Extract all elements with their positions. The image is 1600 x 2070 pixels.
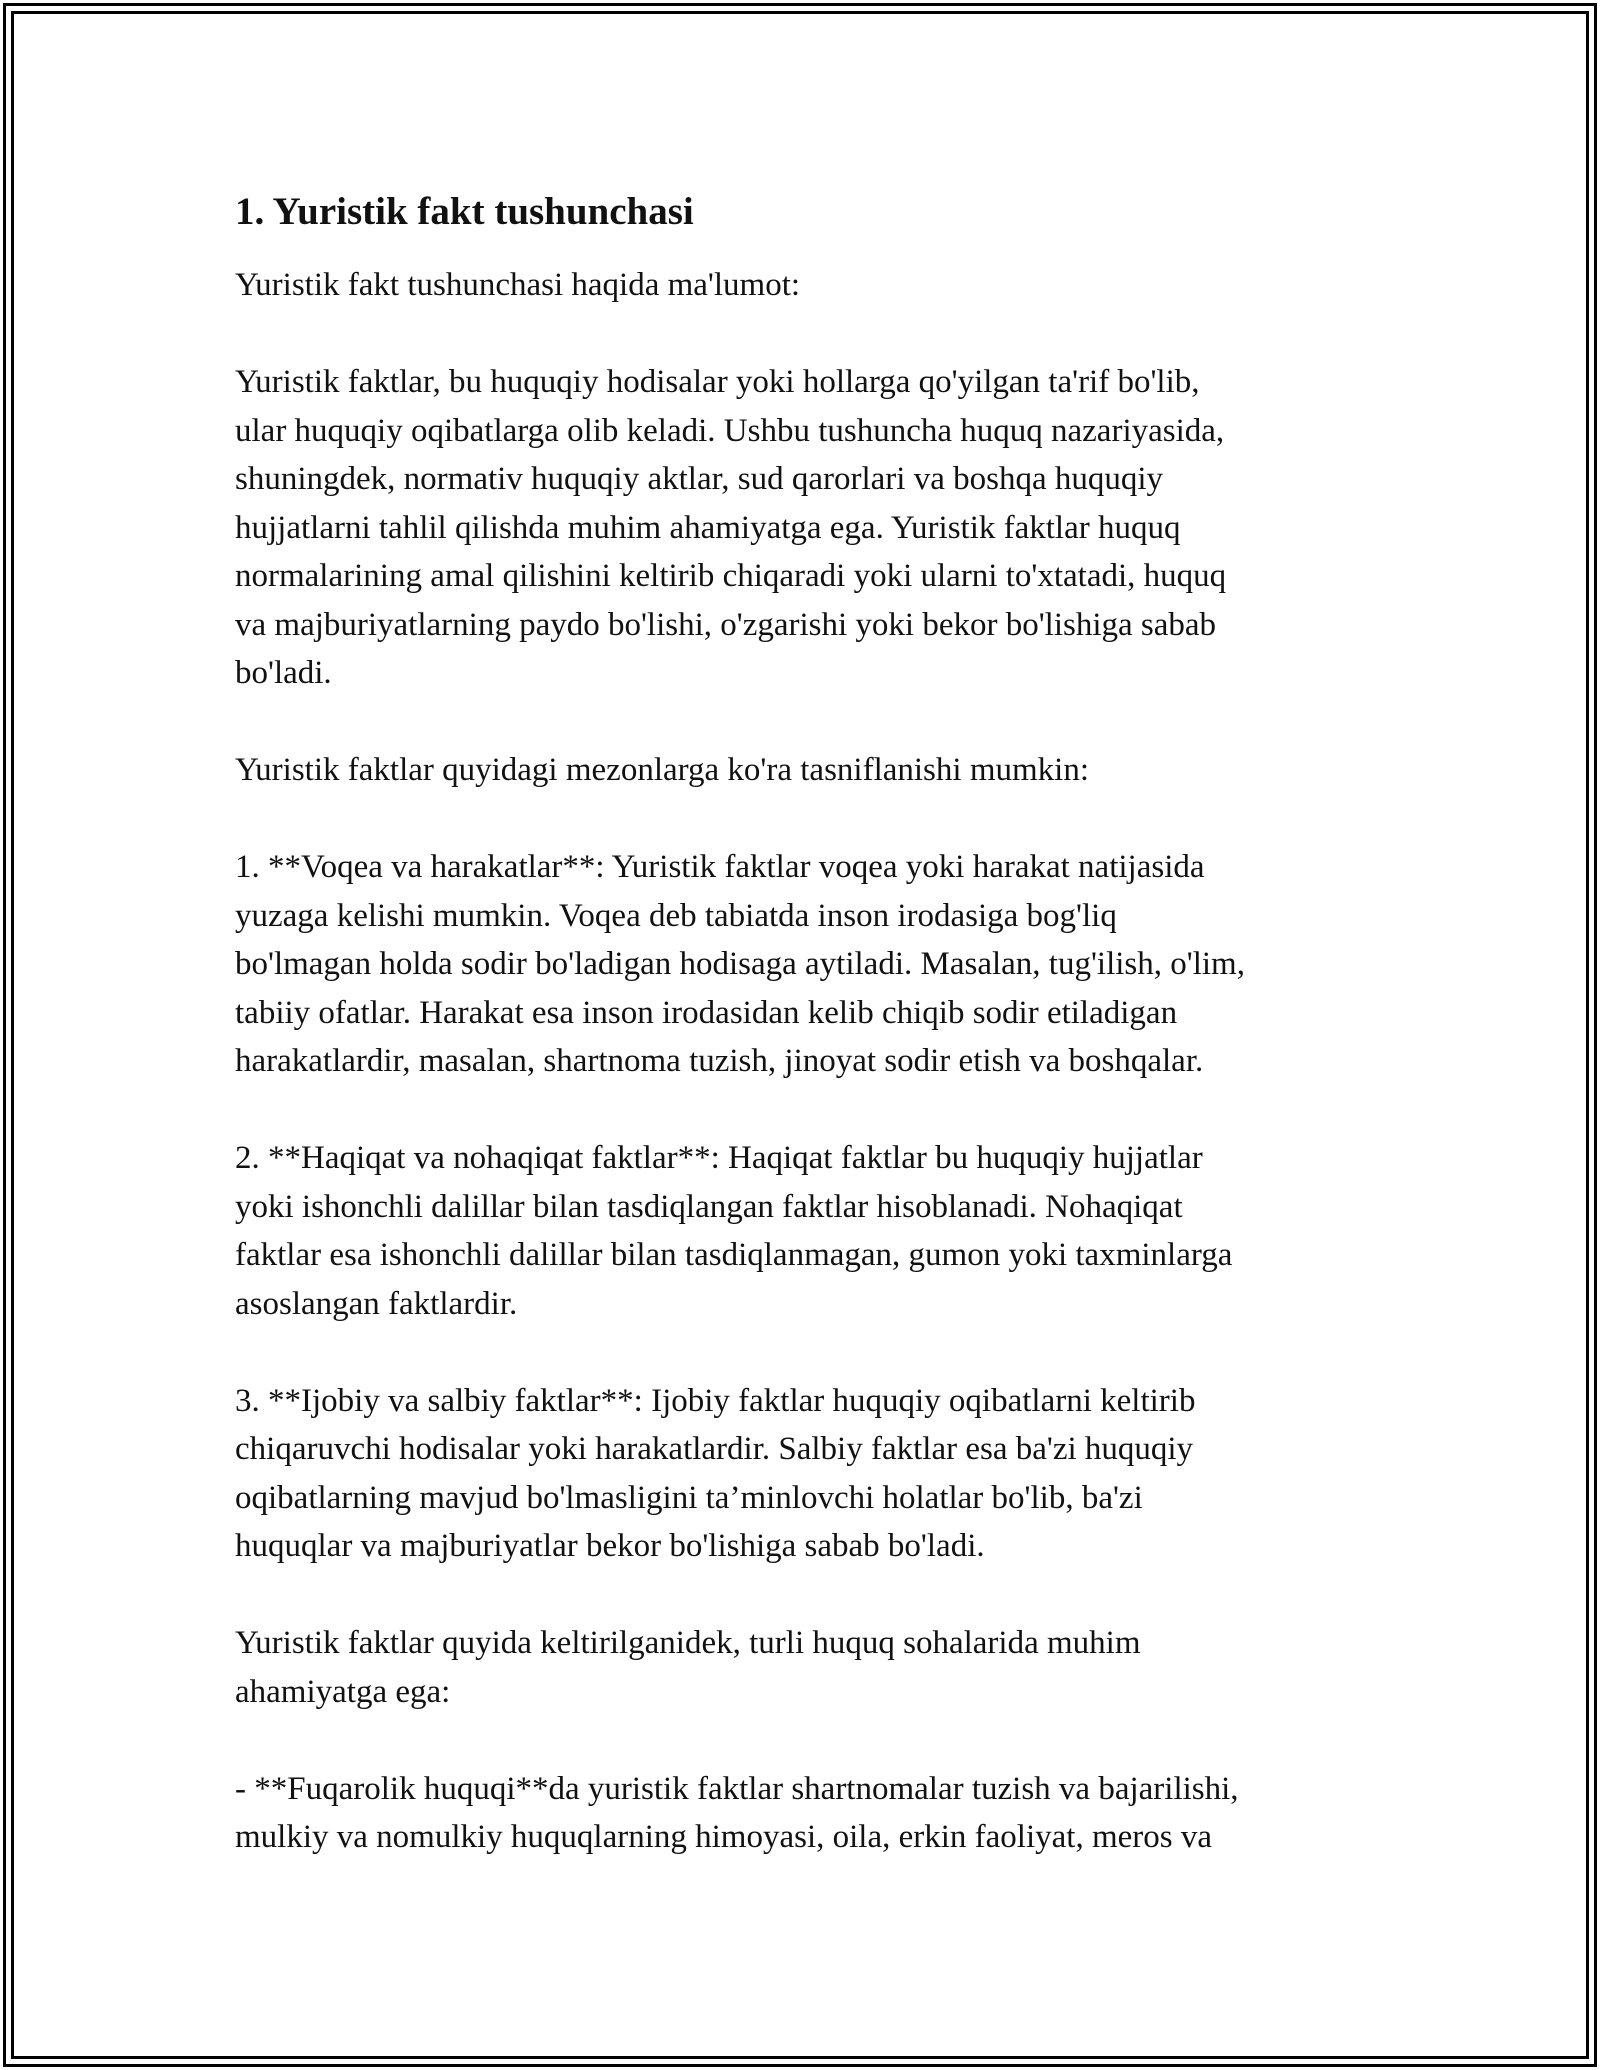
document-body	[235, 185, 1385, 1862]
document-title: 1. Yuristik fakt tushunchasi	[235, 190, 694, 233]
definition-paragraph: Yuristik faktlar, bu huquqiy hodisalar yoki hollarga qo'yilgan ta'rif bo'lib, ular huquqiy oqibatlarga olib keladi. Ushbu tushuncha huquq nazariyasida, shuningdek, normativ huquqiy aktlar, sud qarorlari va boshqa huquqiy hujjatlarni tahlil qilishda muhim ahamiyatga ega. Yuristik faktlar huquq normalarining amal qilishini keltirib chiqaradi yoki ularni to'xtatadi, huquq va majburiyatlarning paydo bo'lishi, o'zgarishi yoki bekor bo'lishiga sabab bo'ladi.	[235, 364, 1227, 691]
list-item-ijobiy: 3. **Ijobiy va salbiy faktlar**: Ijobiy faktlar huquqiy oqibatlarni keltirib chiqaruvchi hodisalar yoki harakatlardir. Salbiy faktlar esa ba'zi huquqiy oqibatlarning mavjud bo'lmasligini ta’minlovchi holatlar bo'lib, ba'zi huquqlar va majburiyatlar bekor bo'lishiga sabab bo'ladi.	[235, 1382, 1196, 1564]
importance-intro-paragraph: Yuristik faktlar quyida keltirilganidek, turli huquq sohalarida muhim ahamiyatga ega:	[235, 1625, 1141, 1710]
bullet-fuqarolik: - **Fuqarolik huquqi**da yuristik faktlar shartnomalar tuzish va bajarilishi, mulkiy va nomulkiy huquqlarning himoyasi, oila, erkin faoliyat, meros va	[235, 1770, 1239, 1855]
intro-paragraph: Yuristik fakt tushunchasi haqida ma'lumot:	[235, 267, 801, 303]
list-item-voqea: 1. **Voqea va harakatlar**: Yuristik faktlar voqea yoki harakat natijasida yuzaga kelishi mumkin. Voqea deb tabiatda inson irodasiga bog'liq bo'lmagan holda sodir bo'ladigan hodisaga aytiladi. Masalan, tug'ilish, o'lim, tabiiy ofatlar. Harakat esa inson irodasidan kelib chiqib sodir etiladigan harakatlardir, masalan, shartnoma tuzish, jinoyat sodir etish va boshqalar.	[235, 849, 1245, 1079]
list-item-haqiqat: 2. **Haqiqat va nohaqiqat faktlar**: Haqiqat faktlar bu huquqiy hujjatlar yoki ishonchli dalillar bilan tasdiqlangan faktlar hisoblanadi. Nohaqiqat faktlar esa ishonchli dalillar bilan tasdiqlanmagan, gumon yoki taxminlarga asoslangan faktlardir.	[235, 1140, 1233, 1322]
classification-intro-paragraph: Yuristik faktlar quyidagi mezonlarga ko'ra tasniflanishi mumkin:	[235, 752, 1089, 788]
